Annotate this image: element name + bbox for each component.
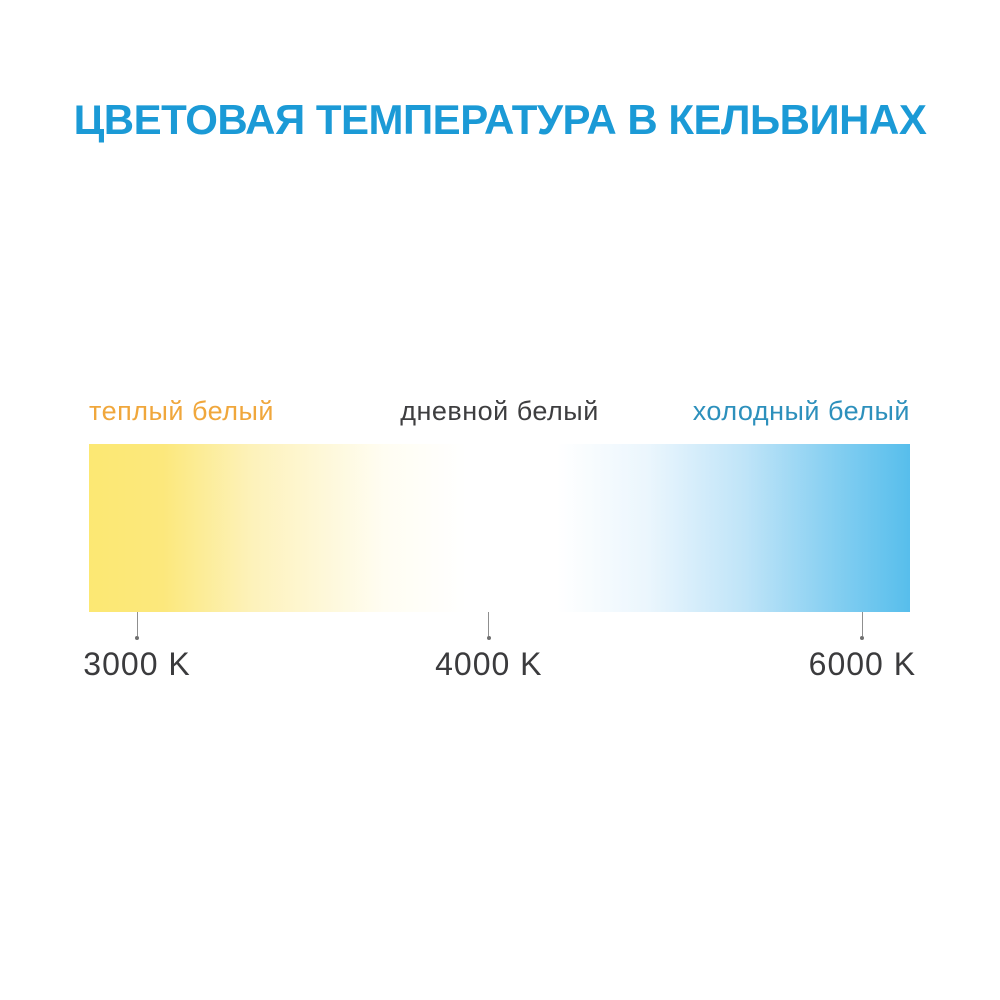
cold-white-label: холодный белый: [692, 396, 910, 426]
zone-labels-row: [89, 396, 910, 428]
daylight-white-label: дневной белый: [400, 396, 599, 426]
tick-label-6000k: 6000 K: [808, 646, 917, 682]
temperature-scale: [83, 396, 917, 696]
tick-label-3000k: 3000 K: [83, 646, 191, 682]
tick-label-4000k: 4000 K: [435, 646, 543, 682]
tick-arrow-dot: [860, 636, 864, 640]
warm-white-label: теплый белый: [89, 396, 274, 426]
page-title: ЦВЕТОВАЯ ТЕМПЕРАТУРА В КЕЛЬВИНАХ: [73, 96, 927, 143]
tick-line: [862, 612, 863, 636]
tick-line: [488, 612, 489, 636]
tick-arrow-dot: [135, 636, 139, 640]
temperature-gradient-bar: [89, 444, 910, 612]
tick-line: [137, 612, 138, 636]
tick-arrow-dot: [487, 636, 491, 640]
